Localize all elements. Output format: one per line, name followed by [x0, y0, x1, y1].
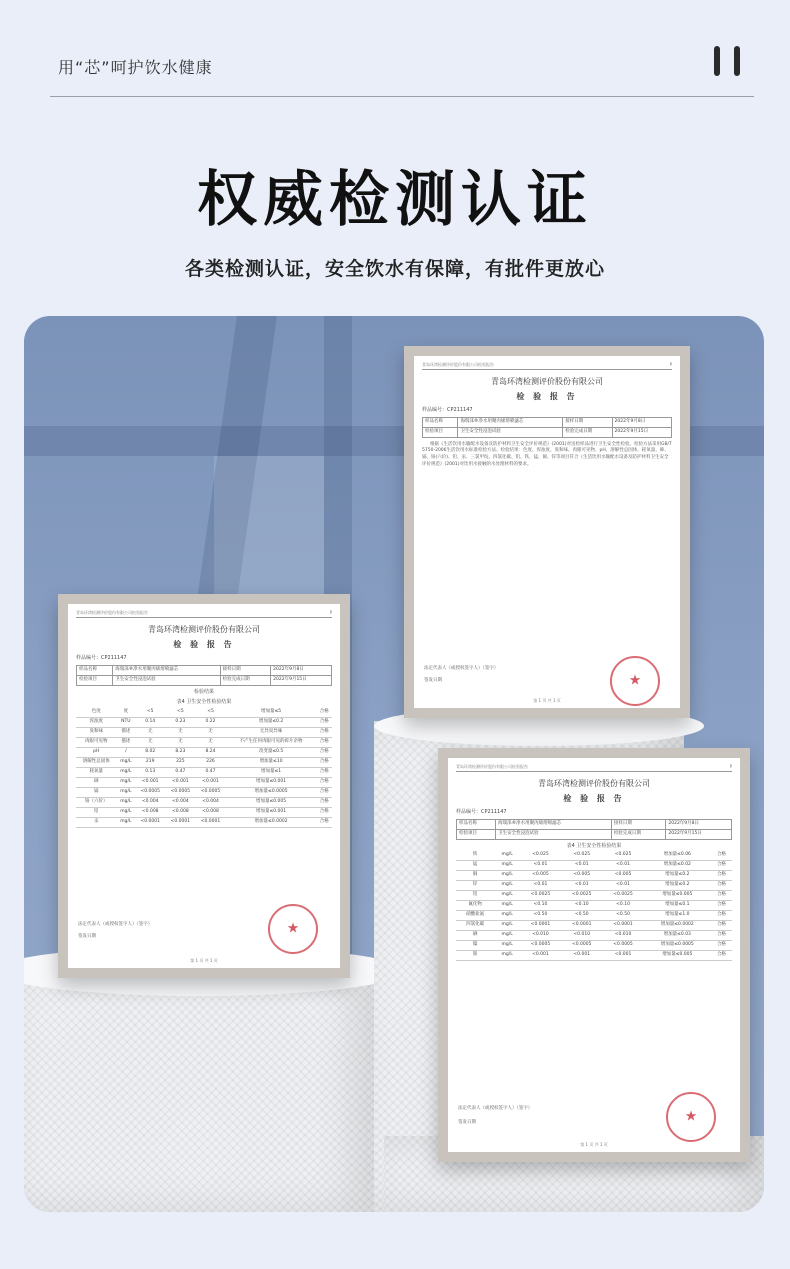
table-row: 铅 mg/L <0.008 <0.008 <0.008 增加量≤0.001 合格: [76, 807, 332, 817]
cert-results-table: [76, 708, 332, 828]
table-row: 铁 mg/L <0.025 <0.025 <0.025 增加量≤0.06 合格: [456, 851, 732, 861]
table-row: 色度 度 <5 <5 <5 增加量≤5 合格: [76, 708, 332, 718]
page-title: 权威检测认证: [197, 165, 593, 235]
table-row: 氟化物 mg/L <0.10 <0.10 <0.10 增加量≤0.1 合格: [456, 901, 732, 911]
cert-results-table: [456, 851, 732, 961]
table-row: 铝 mg/L <0.0025 <0.0025 <0.0025 增加量≤0.005 合格: [456, 891, 732, 901]
table-row: 耗氧量 mg/L 0.13 0.47 0.47 增加量≤1 合格: [76, 767, 332, 777]
cert-description: 根据《生活饮用水输配水设备及防护材料卫生安全评价规范》(2001)对送检样品进行卫生安全性检验。检验方法采用GB/T 5750-2006生活饮用水标准检验方法。检验结果：色度、浑浊度、臭和味、肉眼可见物、pH、溶解性总固体、耗氧量、砷、镉、铬(六价)、铅、汞、三氯甲烷、四氯化碳、铝、铁、锰、铜、锌等项目符合《生活饮用水输配水设备及防护材料卫生安全评价规范》(2001)对饮用水接触的水处理材料的要求。: [422, 441, 672, 467]
page-tagline: 用“芯”呵护饮水健康: [58, 58, 213, 77]
certificate-left: 青岛环湾检测评价股份有限公司检验报告 P 青岛环湾检测评价股份有限公司 检 验 报 告 样品编号：CP211147 样品名称 海瑞涞®净水用聚丙烯熔喷滤芯 接样日期 2022年9月8日 检验项目 卫生安全性浸泡试验 检验完成日期 2022年9月15日 检验结果 表4 卫生安全性检验结果 色度 度 <5 <5 <5 增加量≤5 合格 浑浊度 NTU 0.14 0.23 0.22 增加量≤0.2 合格 臭和味 描述 无 无 无 无异臭异味 合格 肉眼可见物 描述 无 无 无 不产生任何肉眼可见的碎片杂物 合格 pH / 8.02 8.23 8.24 改变量≤0.5 合格 溶解性总固体 mg/L 219 225 226 增加量≤10 合格 耗氧量 mg/L 0.13 0.47 0.47 增加量≤1 合格 砷 mg/L <0.001 <0.001 <0.001 增加量≤0.001 合格 镉 mg/L <0.0005 <0.0005 <0.0005 增加量≤0.0005 合格 铬（六价） mg/L <0.004 <0.004 <0.004 增加量≤0.005 合格 铅 mg/L <0.008 <0.008 <0.008 增加量≤0.001 合格 汞 mg/L <0.0001 <0.0001 <0.0001 增加量≤0.0002 合格 法定代表人（或授权签字人）（签字） 签发日期 ★ 第 1 页 共 1 页: [58, 594, 350, 978]
table-row: 银 mg/L <0.001 <0.001 <0.001 增加量≤0.005 合格: [456, 951, 732, 961]
header-divider: [50, 96, 754, 97]
table-row: 砷 mg/L <0.001 <0.001 <0.001 增加量≤0.001 合格: [76, 777, 332, 787]
table-row: 锰 mg/L <0.01 <0.01 <0.01 增加量≤0.02 合格: [456, 861, 732, 871]
table-row: 镍 mg/L <0.0005 <0.0005 <0.0005 增加量≤0.0005 合格: [456, 941, 732, 951]
table-row: 臭和味 描述 无 无 无 无异臭异味 合格: [76, 727, 332, 737]
certificate-bottom-right: 青岛环湾检测评价股份有限公司检验报告 P 青岛环湾检测评价股份有限公司 检 验 报 告 样品编号：CP211147 样品名称 海瑞涞®净水用聚丙烯熔喷滤芯 接样日期 2022年9月8日 检验项目 卫生安全性浸泡试验 检验完成日期 2022年9月15日 表4 卫生安全性检验结果 铁 mg/L <0.025 <0.025 <0.025 增加量≤0.06 合格 锰 mg/L <0.01 <0.01 <0.01 增加量≤0.02 合格 铜 mg/L <0.005 <0.005 <0.005 增加量≤0.2 合格 锌 mg/L <0.01 <0.01 <0.01 增加量≤0.2 合格 铝 mg/L <0.0025 <0.0025 <0.0025 增加量≤0.005 合格 氟化物 mg/L <0.10 <0.10 <0.10 增加量≤0.1 合格 硝酸盐氮 mg/L <0.50 <0.50 <0.50 增加量≤1.0 合格 四氯化碳 mg/L <0.0001 <0.0001 <0.0001 增加量≤0.0002 合格 硒 mg/L <0.010 <0.010 <0.010 增加量≤0.03 合格 镍 mg/L <0.0005 <0.0005 <0.0005 增加量≤0.0005 合格 银 mg/L <0.001 <0.001 <0.001 增加量≤0.005 合格 法定代表人（或授权签字人）（签字） 签发日期 ★ 第 1 页 共 1 页: [438, 748, 750, 1162]
cert-report-no: 样品编号：CP211147: [76, 655, 127, 661]
official-seal-icon: [666, 1092, 716, 1142]
table-row: 镉 mg/L <0.0005 <0.0005 <0.0005 增加量≤0.0005 合格: [76, 787, 332, 797]
table-row: 肉眼可见物 描述 无 无 无 不产生任何肉眼可见的碎片杂物 合格: [76, 737, 332, 747]
page-subtitle: 各类检测认证，安全饮水有保障，有批件更放心: [184, 258, 605, 280]
cert-title: 检 验 报 告: [173, 640, 235, 649]
certificate-top-right: 青岛环湾检测评价股份有限公司检验报告 P 青岛环湾检测评价股份有限公司 检 验 报 告 样品编号：CP211147 样品名称 海瑞涞®净水用聚丙烯熔喷滤芯 接样日期 2022年9月8日 检验项目 卫生安全性浸泡试验 检验完成日期 2022年9月15日 根据《生活饮用水输配水设备及防护材料卫生安全评价规范》(2001)对送检样品进行卫生安全性检验。检验方法采用GB/T 5750-2006生活饮用水标准检验方法。检验结果：色度、浑浊度、臭和味、肉眼可见物、pH、溶解性总固体、耗氧量、砷、镉、铬(六价)、铅、汞、三氯甲烷、四氯化碳、铝、铁、锰、铜、锌等项目符合《生活饮用水输配水设备及防护材料卫生安全评价规范》(2001)对饮用水接触的水处理材料的要求。 法定代表人（或授权签字人）（签字） 签发日期 ★ 第 1 页 共 1 页: [404, 346, 690, 718]
table-row: 四氯化碳 mg/L <0.0001 <0.0001 <0.0001 增加量≤0.0002 合格: [456, 921, 732, 931]
cert-company: 青岛环湾检测评价股份有限公司: [148, 625, 260, 634]
left-pedestal: [24, 966, 374, 1212]
table-row: 硒 mg/L <0.010 <0.010 <0.010 增加量≤0.03 合格: [456, 931, 732, 941]
cert-info-table: 样品名称 海瑞涞®净水用聚丙烯熔喷滤芯 接样日期 2022年9月8日 检验项目 卫生安全性浸泡试验 检验完成日期 2022年9月15日: [76, 665, 332, 686]
table-row: 硝酸盐氮 mg/L <0.50 <0.50 <0.50 增加量≤1.0 合格: [456, 911, 732, 921]
table-row: 溶解性总固体 mg/L 219 225 226 增加量≤10 合格: [76, 757, 332, 767]
cert-header: 青岛环湾检测评价股份有限公司检验报告: [76, 610, 148, 615]
table-row: 汞 mg/L <0.0001 <0.0001 <0.0001 增加量≤0.0002 合格: [76, 817, 332, 827]
table-row: 浑浊度 NTU 0.14 0.23 0.22 增加量≤0.2 合格: [76, 717, 332, 727]
table-row: 锌 mg/L <0.01 <0.01 <0.01 增加量≤0.2 合格: [456, 881, 732, 891]
table-row: pH / 8.02 8.23 8.24 改变量≤0.5 合格: [76, 747, 332, 757]
certificate-showcase-image: [24, 316, 764, 1212]
official-seal-icon: [268, 904, 318, 954]
table-row: 铜 mg/L <0.005 <0.005 <0.005 增加量≤0.2 合格: [456, 871, 732, 881]
menu-icon[interactable]: [712, 46, 744, 78]
table-row: 铬（六价） mg/L <0.004 <0.004 <0.004 增加量≤0.005 合格: [76, 797, 332, 807]
